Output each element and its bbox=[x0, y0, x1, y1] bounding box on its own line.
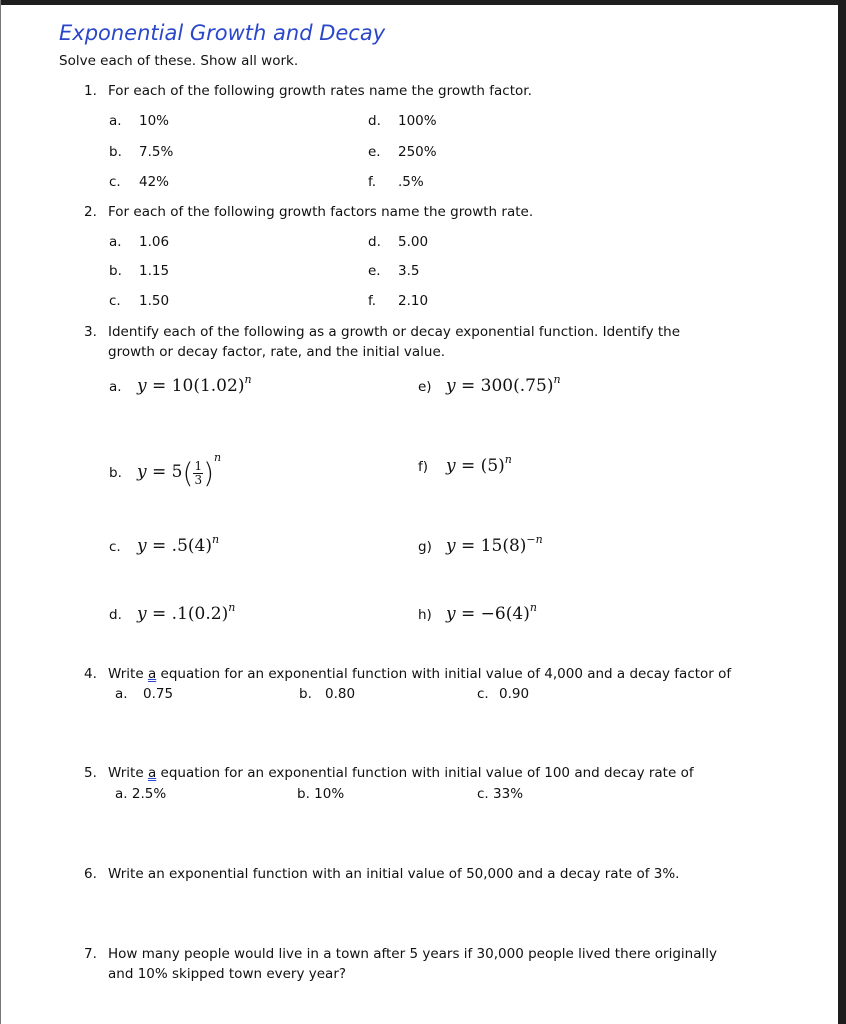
q3-equation-c: c. $y = .5(4)^n$ bbox=[109, 533, 220, 556]
q4-item-b: b. 0.80 bbox=[299, 686, 356, 702]
q2-item-d: d. 5.00 bbox=[368, 234, 429, 250]
q4-item-a: a. 0.75 bbox=[115, 686, 174, 702]
q2-item-c: c. 1.50 bbox=[109, 293, 170, 309]
q3-equation-g: g) $y = 15(8)^{-n}$ bbox=[418, 533, 543, 556]
question-5-number: 5. bbox=[84, 765, 97, 781]
q1-item-a: a. 10% bbox=[109, 113, 170, 129]
question-7-number: 7. bbox=[84, 946, 97, 962]
question-6-number: 6. bbox=[84, 866, 97, 882]
question-3-number: 3. bbox=[84, 324, 97, 340]
one-third-fraction: $\frac{1}{3}$ bbox=[194, 459, 203, 487]
page-left-border bbox=[0, 0, 1, 1024]
question-2-number: 2. bbox=[84, 204, 97, 220]
q3-equation-h: h) $y = -6(4)^n$ bbox=[418, 601, 537, 624]
q2-item-f: f. 2.10 bbox=[368, 293, 429, 309]
q5-item-c: c. 33% bbox=[477, 786, 524, 802]
q1-item-b: b. 7.5% bbox=[109, 144, 174, 160]
q2-item-b: b. 1.15 bbox=[109, 263, 170, 279]
q5-item-b: b. 10% bbox=[297, 786, 345, 802]
worksheet-title: Exponential Growth and Decay bbox=[59, 21, 386, 45]
question-3 bbox=[84, 323, 680, 341]
question-7-text-line2: and 10% skipped town every year? bbox=[108, 966, 347, 982]
q1-item-f: f. .5% bbox=[368, 174, 424, 190]
q4-item-c: c. 0.90 bbox=[477, 686, 530, 702]
q1-item-d: d. 100% bbox=[368, 113, 437, 129]
q2-item-a: a. 1.06 bbox=[109, 234, 170, 250]
q2-item-e: e. 3.5 bbox=[368, 263, 420, 279]
page-top-border bbox=[0, 0, 846, 5]
question-7 bbox=[84, 945, 717, 963]
question-2 bbox=[84, 203, 533, 221]
q3-equation-d: d. $y = .1(0.2)^n$ bbox=[109, 601, 236, 624]
q1-item-c: c. 42% bbox=[109, 174, 170, 190]
q3-equation-b: b. y = 5( $\frac{1}{3}$ )$^n$ bbox=[109, 451, 222, 490]
instructions: Solve each of these. Show all work. bbox=[59, 53, 299, 69]
q3-equation-f: f) $y = (5)^n$ bbox=[418, 453, 512, 476]
page-right-border bbox=[838, 0, 846, 1024]
question-4-number: 4. bbox=[84, 666, 97, 682]
q3-equation-a: a. $y = 10(1.02)^n$ bbox=[109, 373, 252, 396]
question-1-text: For each of the following growth rates name the growth factor. bbox=[108, 83, 532, 99]
question-4: 4. Write a equation for an exponential function with initial value of 4,000 and a decay factor of bbox=[84, 666, 732, 682]
q1-item-e: e. 250% bbox=[368, 144, 437, 160]
question-7-text-line1: How many people would live in a town after 5 years if 30,000 people lived there originally bbox=[108, 946, 718, 962]
question-3-text-line2: growth or decay factor, rate, and the initial value. bbox=[108, 344, 446, 360]
question-6 bbox=[84, 865, 679, 883]
question-1 bbox=[84, 82, 532, 100]
question-6-text: Write an exponential function with an initial value of 50,000 and a decay rate of 3%. bbox=[108, 866, 680, 882]
q5-item-a: a. 2.5% bbox=[115, 786, 167, 802]
question-5: 5. Write a equation for an exponential function with initial value of 100 and decay rate of bbox=[84, 765, 694, 781]
q3-equation-e: e) $y = 300(.75)^n$ bbox=[418, 373, 561, 396]
question-2-text: For each of the following growth factors name the growth rate. bbox=[108, 204, 534, 220]
question-3-text-line1: Identify each of the following as a growth or decay exponential function. Identify the bbox=[108, 324, 681, 340]
question-1-number: 1. bbox=[84, 83, 97, 99]
